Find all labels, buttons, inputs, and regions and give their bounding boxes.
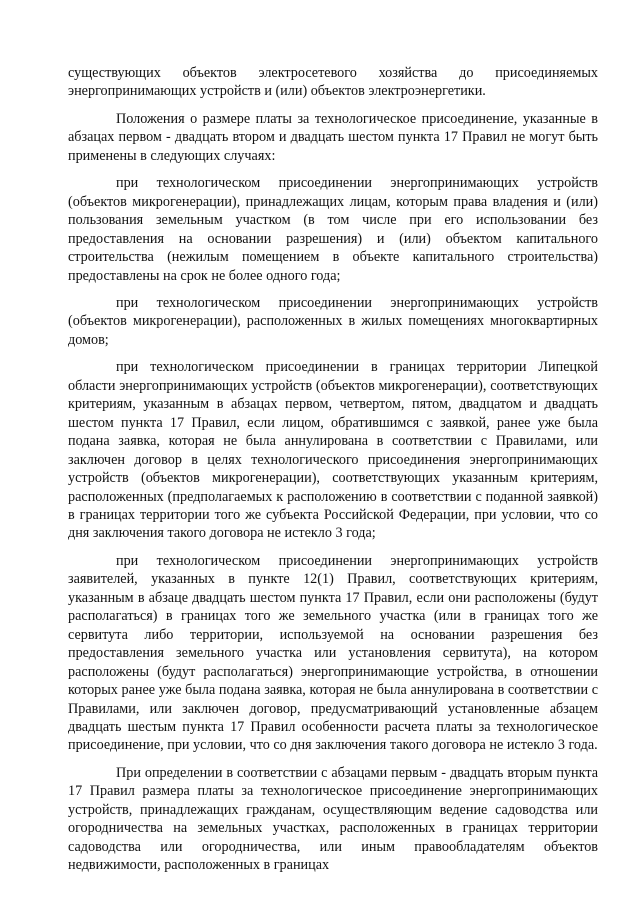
paragraph-case-apartment-buildings: при технологическом присоединении энергопринимающих устройств (объектов микрогенерации), расположенных в жилых помещениях многоквартирных домов; xyxy=(68,294,598,348)
paragraph-gardening-fee: При определении в соответствии с абзацами первым - двадцать вторым пункта 17 Правил размера платы за технологическое присоединение энергопринимающих устройств, принадлежащих гражданам, осуществляющим ведение садоводства или огородничества на земельных участках, расположенных в границах территории садоводства или огородничества, или иным правообладателям объектов недвижимости, расположенных в границах xyxy=(68,764,598,874)
paragraph-case-lipetsk-region: при технологическом присоединении в границах территории Липецкой области энергопринимающих устройств (объектов микрогенерации), соответствующих критериям, указанным в абзацах первом, четвертом, пятом, двадцатом и двадцать шестом пункта 17 Правил, если лицом, обратившимся с заявкой, ранее уже была подана заявка, которая не была аннулирована в соответствии с Правилами, или заключен договор в целях технологического присоединения энергопринимающих устройств (объектов микрогенерации), соответствующих указанным критериям, расположенных (предполагаемых к расположению в соответствии с поданной заявкой) в границах территории того же субъекта Российской Федерации, при условии, что со дня заключения такого договора не истекло 3 года; xyxy=(68,359,598,542)
document-page xyxy=(68,64,598,884)
paragraph-continuation: существующих объектов электросетевого хозяйства до присоединяемых энергопринимающих устройств и (или) объектов электроэнергетики. xyxy=(68,65,598,100)
paragraph-provisions-not-applicable: Положения о размере платы за технологическое присоединение, указанные в абзацах первом - двадцать втором и двадцать шестом пункта 17 Правил не могут быть применены в следующих случаях: xyxy=(68,110,598,164)
paragraph-case-short-term-rights: при технологическом присоединении энергопринимающих устройств (объектов микрогенерации), принадлежащих лицам, которым права владения и (или) пользования земельным участком (в том числе при его использовании без предоставления на основании разрешения) и (или) объектом капитального строительства (нежилым помещением в объекте капитального строительства) предоставлены на срок не более одного года; xyxy=(68,175,598,284)
paragraph-case-same-land-plot: при технологическом присоединении энергопринимающих устройств заявителей, указанных в пункте 12(1) Правил, соответствующих критериям, указанным в абзаце двадцать шестом пункта 17 Правил, если они расположены (будут располагаться) в границах того же земельного участка (или в границах того же сервитута либо территории, используемой на основании разрешения без предоставления земельного участка или установления сервитута), на котором расположены (будут располагаться) энергопринимающие устройства, в отношении которых ранее уже была подана заявка, которая не была аннулирована в соответствии с Правилами, или заключен договор, предусматривающий установленные абзацем двадцать шестым пункта 17 Правил особенности расчета платы за технологическое присоединение, при условии, что со дня заключения такого договора не истекло 3 года. xyxy=(68,552,598,754)
